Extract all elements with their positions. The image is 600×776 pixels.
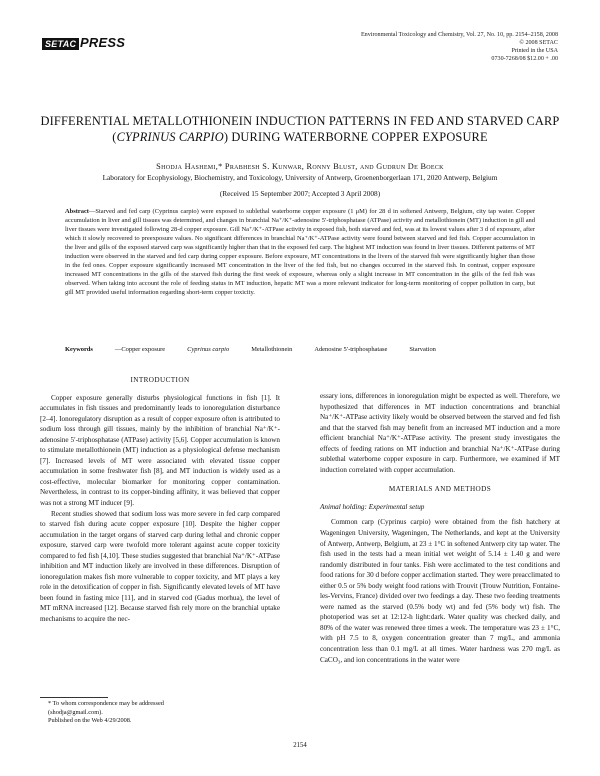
- keywords: [65, 345, 535, 354]
- keywords-label: Keywords: [65, 346, 93, 353]
- title-part-1: DIFFERENTIAL METALLOTHIONEIN INDUCTION PATTERNS IN FED AND STARVED CARP (: [40, 114, 560, 144]
- logo-setac-text: SETAC: [42, 38, 79, 50]
- abstract-label: Abstract: [65, 208, 89, 215]
- footnote: [40, 700, 280, 726]
- title-part-2: ) DURING WATERBORNE COPPER EXPOSURE: [223, 130, 488, 144]
- title-species: CYPRINUS CARPIO: [116, 130, 224, 144]
- footnote-line: * To whom correspondence may be addressed: [48, 700, 164, 707]
- abstract: [65, 208, 535, 298]
- keyword-item: [187, 346, 229, 353]
- intro-paragraph-2: Recent studies showed that sodium loss was more severe in fed carp compared to starved fish during acute copper exposure [10]. Despite the higher copper accumulation in the target organs of starved carp during lethal and chronic copper exposure, starved carp were twofold more tolerant against acute copper toxicity compared to fed fish [4,10]. These studies suggested that branchial Na⁺/K⁺-ATPase inhibition and MT induction likely are involved in these differences. Disruption of ionoregulation makes fish more vulnerable to copper toxicity, and MT plays a key role in the detoxification of copper in fish. Significantly elevated levels of MT have been found in fasting mice [11], and in starved cod (Gadus morhua), the level of MT mRNA increased [12]. Because starved fish rely more on the branchial uptake mechanisms to acquire the nec-: [40, 509, 280, 624]
- affiliation: Laboratory for Ecophysiology, Biochemistry, and Toxicology, University of Antwerp, Groenenborgerlaan 171, 2020 Antwerp, Belgium: [102, 173, 498, 182]
- article-title: [40, 113, 560, 145]
- keyword-species: Cyprinus carpio: [187, 346, 230, 353]
- methods-paragraph-1: Common carp (Cyprinus carpio) were obtained from the fish hatchery at Wageningen University, Wageningen, The Netherlands, and kept at the University of Antwerp, Antwerp, Belgium, at 23 ± 1°C in softened Antwerp city tap water. The fish used in the tests had a mean initial wet weight of 5.14 ± 1.40 g and were randomly distributed in four tanks. Fish were acclimated to the test conditions and food rations for 30 d before copper acclimation started. They were preacclimated to either 0.5 or 5% body weight food rations with Trouvit (Trouw Nutrition, Fontaine-les-Vervins, France) divided over two feedings a day. These two feeding treatments were named as the starved (0.5% body wt) and fed (5% body wt) fish. The photoperiod was set at 12:12-h light:dark. Water quality was checked daily, and 80% of the water was renewed three times a week. The temperature was 23 ± 1°C, with pH 7.5 to 8, oxygen concentration greater than 7 mg/L, and ammonia concentration less than 0.1 mg/L at all times. Water hardness was 270 mg/L as CaCO₃, and ion concentrations in the water were: [320, 518, 560, 664]
- footnote-line: (shodja@gmail.com).: [48, 708, 103, 716]
- author-list: Shodja Hashemi,* Prabhesh S. Kunwar, Ronny Blust, and Gudrun De Boeck: [156, 162, 444, 171]
- received-dates: (Received 15 September 2007; Accepted 3 April 2008): [219, 189, 381, 198]
- journal-line: © 2008 SETAC: [519, 40, 558, 46]
- logo-press-text: PRESS: [80, 35, 126, 50]
- left-column: [40, 375, 280, 625]
- journal-citation: [361, 31, 558, 63]
- page-number: 2154: [293, 742, 307, 749]
- keyword-item: Starvation: [409, 346, 436, 353]
- journal-line: Environmental Toxicology and Chemistry, Vol. 27, No. 10, pp. 2154–2158, 2008: [360, 32, 558, 38]
- abstract-text: —Starved and fed carp (Cyprinus carpio) were exposed to sublethal waterborne copper exposure (1 μM) for 28 d in softened Antwerp, Belgium, city tap water. Copper accumulation in liver and gill tissues was determined, and changes in branchial Na⁺/K⁺-adenosine 5′-triphosphatase (ATPase) activity and metallothionein (MT) induction in gill and liver tissues were investigated following 28-d copper exposure. Gill Na⁺/K⁺-ATPase activity in exposed fish, both starved and fed, was at its lowest values after 3 d of exposure, after which it slowly recovered to preexposure values. No significant differences in branchial Na⁺/K⁺-ATPase activity were found between starved and fed fish. Copper accumulation in the liver and gills of the exposed starved carp was significantly higher than that in the exposed fed carp. The highest MT induction was found in liver tissues. Different patterns of MT induction were observed in the starved and fed carp during copper exposure. Before exposure, MT concentrations in the livers of the starved fish were significantly higher than those in the fed ones. Copper exposure significantly increased MT concentration in the liver of the fed fish, but no changes occurred in the starved fish. In contrast, copper exposure increased MT concentrations in the gills of the starved fish during the first week of exposure, whereas only a slight increase in MT concentration in the gills of the fed fish was observed. When taking into account the role of feeding status in MT induction, hepatic MT was a more relevant indicator for long-term monitoring of copper pollution in carp, but gill MT provided useful information regarding short-term copper toxicity.: [65, 208, 535, 296]
- keyword-item: Adenosine 5′-triphosphatase: [314, 346, 388, 353]
- setac-press-logo: [42, 30, 128, 54]
- intro-paragraph-continued: essary ions, differences in ionoregulation might be expected as well. Therefore, we hypothesized that differences in MT induction concentrations and branchial Na⁺/K⁺-ATPase activity likely would be observed between the starved and fed fish and that the starved fish may benefit from an increased MT induction and a more efficient branchial Na⁺/K⁺-ATPase activity. The present study investigates the effects of feeding rations on MT induction and branchial Na⁺/K⁺-ATPase during sublethal waterborne copper exposure in carp. Furthermore, we examined if MT induction correlated with copper accumulation.: [320, 392, 560, 474]
- right-column: [320, 391, 560, 665]
- footnote-rule: [40, 697, 108, 698]
- journal-line: 0730-7268/08 $12.00 + .00: [491, 56, 558, 62]
- intro-paragraph-1: Copper exposure generally disturbs physiological functions in fish [1]. It accumulates in fish tissues and predominantly leads to ionoregulation disturbance [2–4]. Ionoregulatory disruption as a result of copper exposure often is attributed to sodium loss through gill tissues, mainly by the inhibition of branchial Na⁺/K⁺-adenosine 5′-triphosphatase (ATPase) activity [5,6]. Copper accumulation is known to stimulate metallothionein (MT) induction as a physiological defense mechanism [7]. Increased levels of MT were associated with elevated tissue copper accumulation in some freshwater fish [8], and MT induction is widely used as a cost-effective, molecular biomarker for monitoring copper contamination. Nevertheless, in contrast to its copper-binding affinity, it was believed that copper was not a strong MT inducer [9].: [40, 393, 280, 508]
- keyword-item: Metallothionein: [251, 346, 293, 353]
- footnote-line: Published on the Web 4/29/2008.: [48, 717, 132, 725]
- keyword-item: —Copper exposure: [114, 346, 166, 353]
- introduction-heading: INTRODUCTION: [130, 376, 190, 384]
- journal-line: Printed in the USA: [511, 48, 558, 54]
- methods-heading: MATERIALS AND METHODS: [388, 485, 492, 494]
- methods-subheading: Animal holding: Experimental setup: [320, 502, 425, 511]
